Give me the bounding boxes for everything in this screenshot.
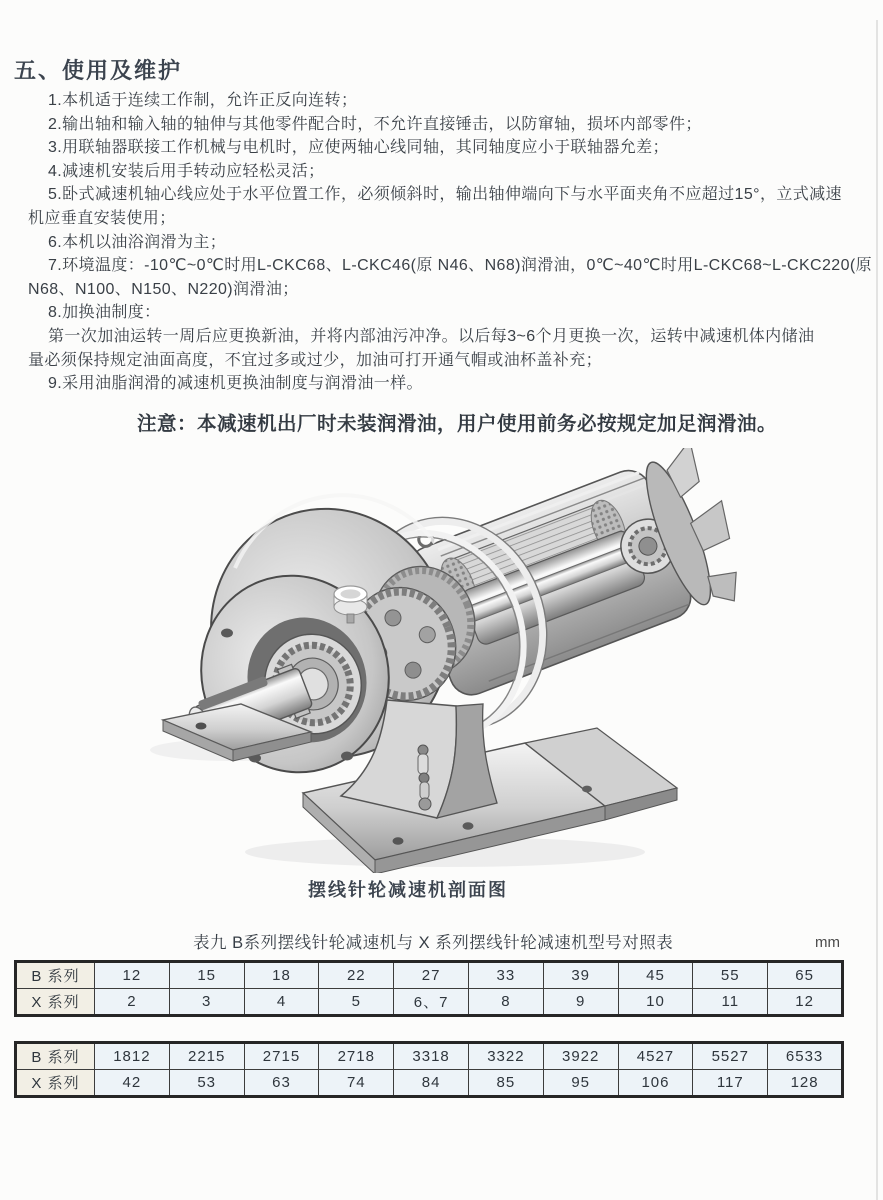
table-cell: 22 (319, 962, 394, 989)
table-cell: 85 (468, 1070, 543, 1097)
table-cell: 55 (693, 962, 768, 989)
table-cell: 1812 (95, 1043, 170, 1070)
table-cell: 2215 (169, 1043, 244, 1070)
table-unit-label: mm (815, 934, 840, 951)
row-header: B 系列 (16, 962, 95, 989)
table-cell: 6533 (768, 1043, 843, 1070)
model-table-1 (14, 960, 844, 1017)
table-row (16, 989, 843, 1016)
reducer-cutaway-illustration (135, 448, 765, 873)
table-cell: 12 (768, 989, 843, 1016)
table-cell: 117 (693, 1070, 768, 1097)
figure-caption: 摆线针轮减速机剖面图 (308, 880, 508, 900)
body-text (28, 89, 873, 396)
row-header: X 系列 (16, 1070, 95, 1097)
table-cell: 33 (468, 962, 543, 989)
table-cell: 10 (618, 989, 693, 1016)
table-cell: 128 (768, 1070, 843, 1097)
table-cell: 11 (693, 989, 768, 1016)
body-line: 4.减速机安装后用手转动应轻松灵活； (48, 162, 325, 180)
table-cell: 106 (618, 1070, 693, 1097)
table-cell: 74 (319, 1070, 394, 1097)
reducer-cutaway-figure (135, 448, 765, 873)
table-cell: 4527 (618, 1043, 693, 1070)
caution-note: 注意：本减速机出厂时未装润滑油，用户使用前务必按规定加足润滑油。 (137, 413, 778, 435)
table-cell: 2 (95, 989, 170, 1016)
body-line: 量必须保持规定油面高度，不宜过多或过少，加油可打开通气帽或油杯盖补充； (28, 351, 603, 369)
table-cell: 3922 (543, 1043, 618, 1070)
table-row (16, 962, 843, 989)
body-line: 5.卧式减速机轴心线应处于水平位置工作，必须倾斜时，输出轴伸端向下与水平面夹角不应超过15°，立式减速 (48, 186, 842, 204)
body-line: 9.采用油脂润滑的减速机更换油制度与润滑油一样。 (48, 375, 423, 393)
body-line: 2.输出轴和输入轴的轴伸与其他零件配合时，不允许直接锤击，以防窜轴，损坏内部零件； (48, 115, 702, 133)
table-cell: 18 (244, 962, 319, 989)
table-cell: 63 (244, 1070, 319, 1097)
body-line: N68、N100、N150、N220)润滑油； (28, 280, 299, 298)
body-line: 7.环境温度：-10℃~0℃时用L-CKC68、L-CKC46(原 N46、N68)润滑油，0℃~40℃时用L-CKC68~L-CKC220(原 (48, 257, 873, 275)
table-cell: 6、7 (394, 989, 469, 1016)
body-line: 8.加换油制度： (48, 304, 161, 322)
table-cell: 27 (394, 962, 469, 989)
table-cell: 5 (319, 989, 394, 1016)
table-cell: 4 (244, 989, 319, 1016)
table-cell: 3322 (468, 1043, 543, 1070)
table-row (16, 1070, 843, 1097)
table-cell: 2718 (319, 1043, 394, 1070)
table-cell: 65 (768, 962, 843, 989)
table-cell: 45 (618, 962, 693, 989)
table-cell: 39 (543, 962, 618, 989)
table-cell: 2715 (244, 1043, 319, 1070)
table-cell: 3 (169, 989, 244, 1016)
table-cell: 15 (169, 962, 244, 989)
table-cell: 12 (95, 962, 170, 989)
body-line: 6.本机以油浴润滑为主； (48, 233, 227, 251)
table-title: 表九 B系列摆线针轮减速机与 X 系列摆线针轮减速机型号对照表 (193, 934, 674, 952)
table-row (16, 1043, 843, 1070)
row-header: X 系列 (16, 989, 95, 1016)
body-line: 1.本机适于连续工作制，允许正反向连转； (48, 92, 358, 109)
body-line: 机应垂直安装使用； (28, 209, 176, 227)
table-cell: 9 (543, 989, 618, 1016)
table-cell: 3318 (394, 1043, 469, 1070)
table-cell: 5527 (693, 1043, 768, 1070)
row-header: B 系列 (16, 1043, 95, 1070)
scan-edge-line (876, 20, 878, 1200)
section-heading: 五、使用及维护 (14, 58, 183, 83)
table-cell: 84 (394, 1070, 469, 1097)
table-cell: 53 (169, 1070, 244, 1097)
table-cell: 8 (468, 989, 543, 1016)
table-cell: 42 (95, 1070, 170, 1097)
model-table-2 (14, 1041, 844, 1098)
body-line: 第一次加油运转一周后应更换新油，并将内部油污冲净。以后每3~6个月更换一次，运转中减速机体内储油 (48, 327, 815, 345)
body-line: 3.用联轴器联接工作机械与电机时，应使两轴心线同轴，其同轴度应小于联轴器允差； (48, 139, 669, 157)
table-cell: 95 (543, 1070, 618, 1097)
